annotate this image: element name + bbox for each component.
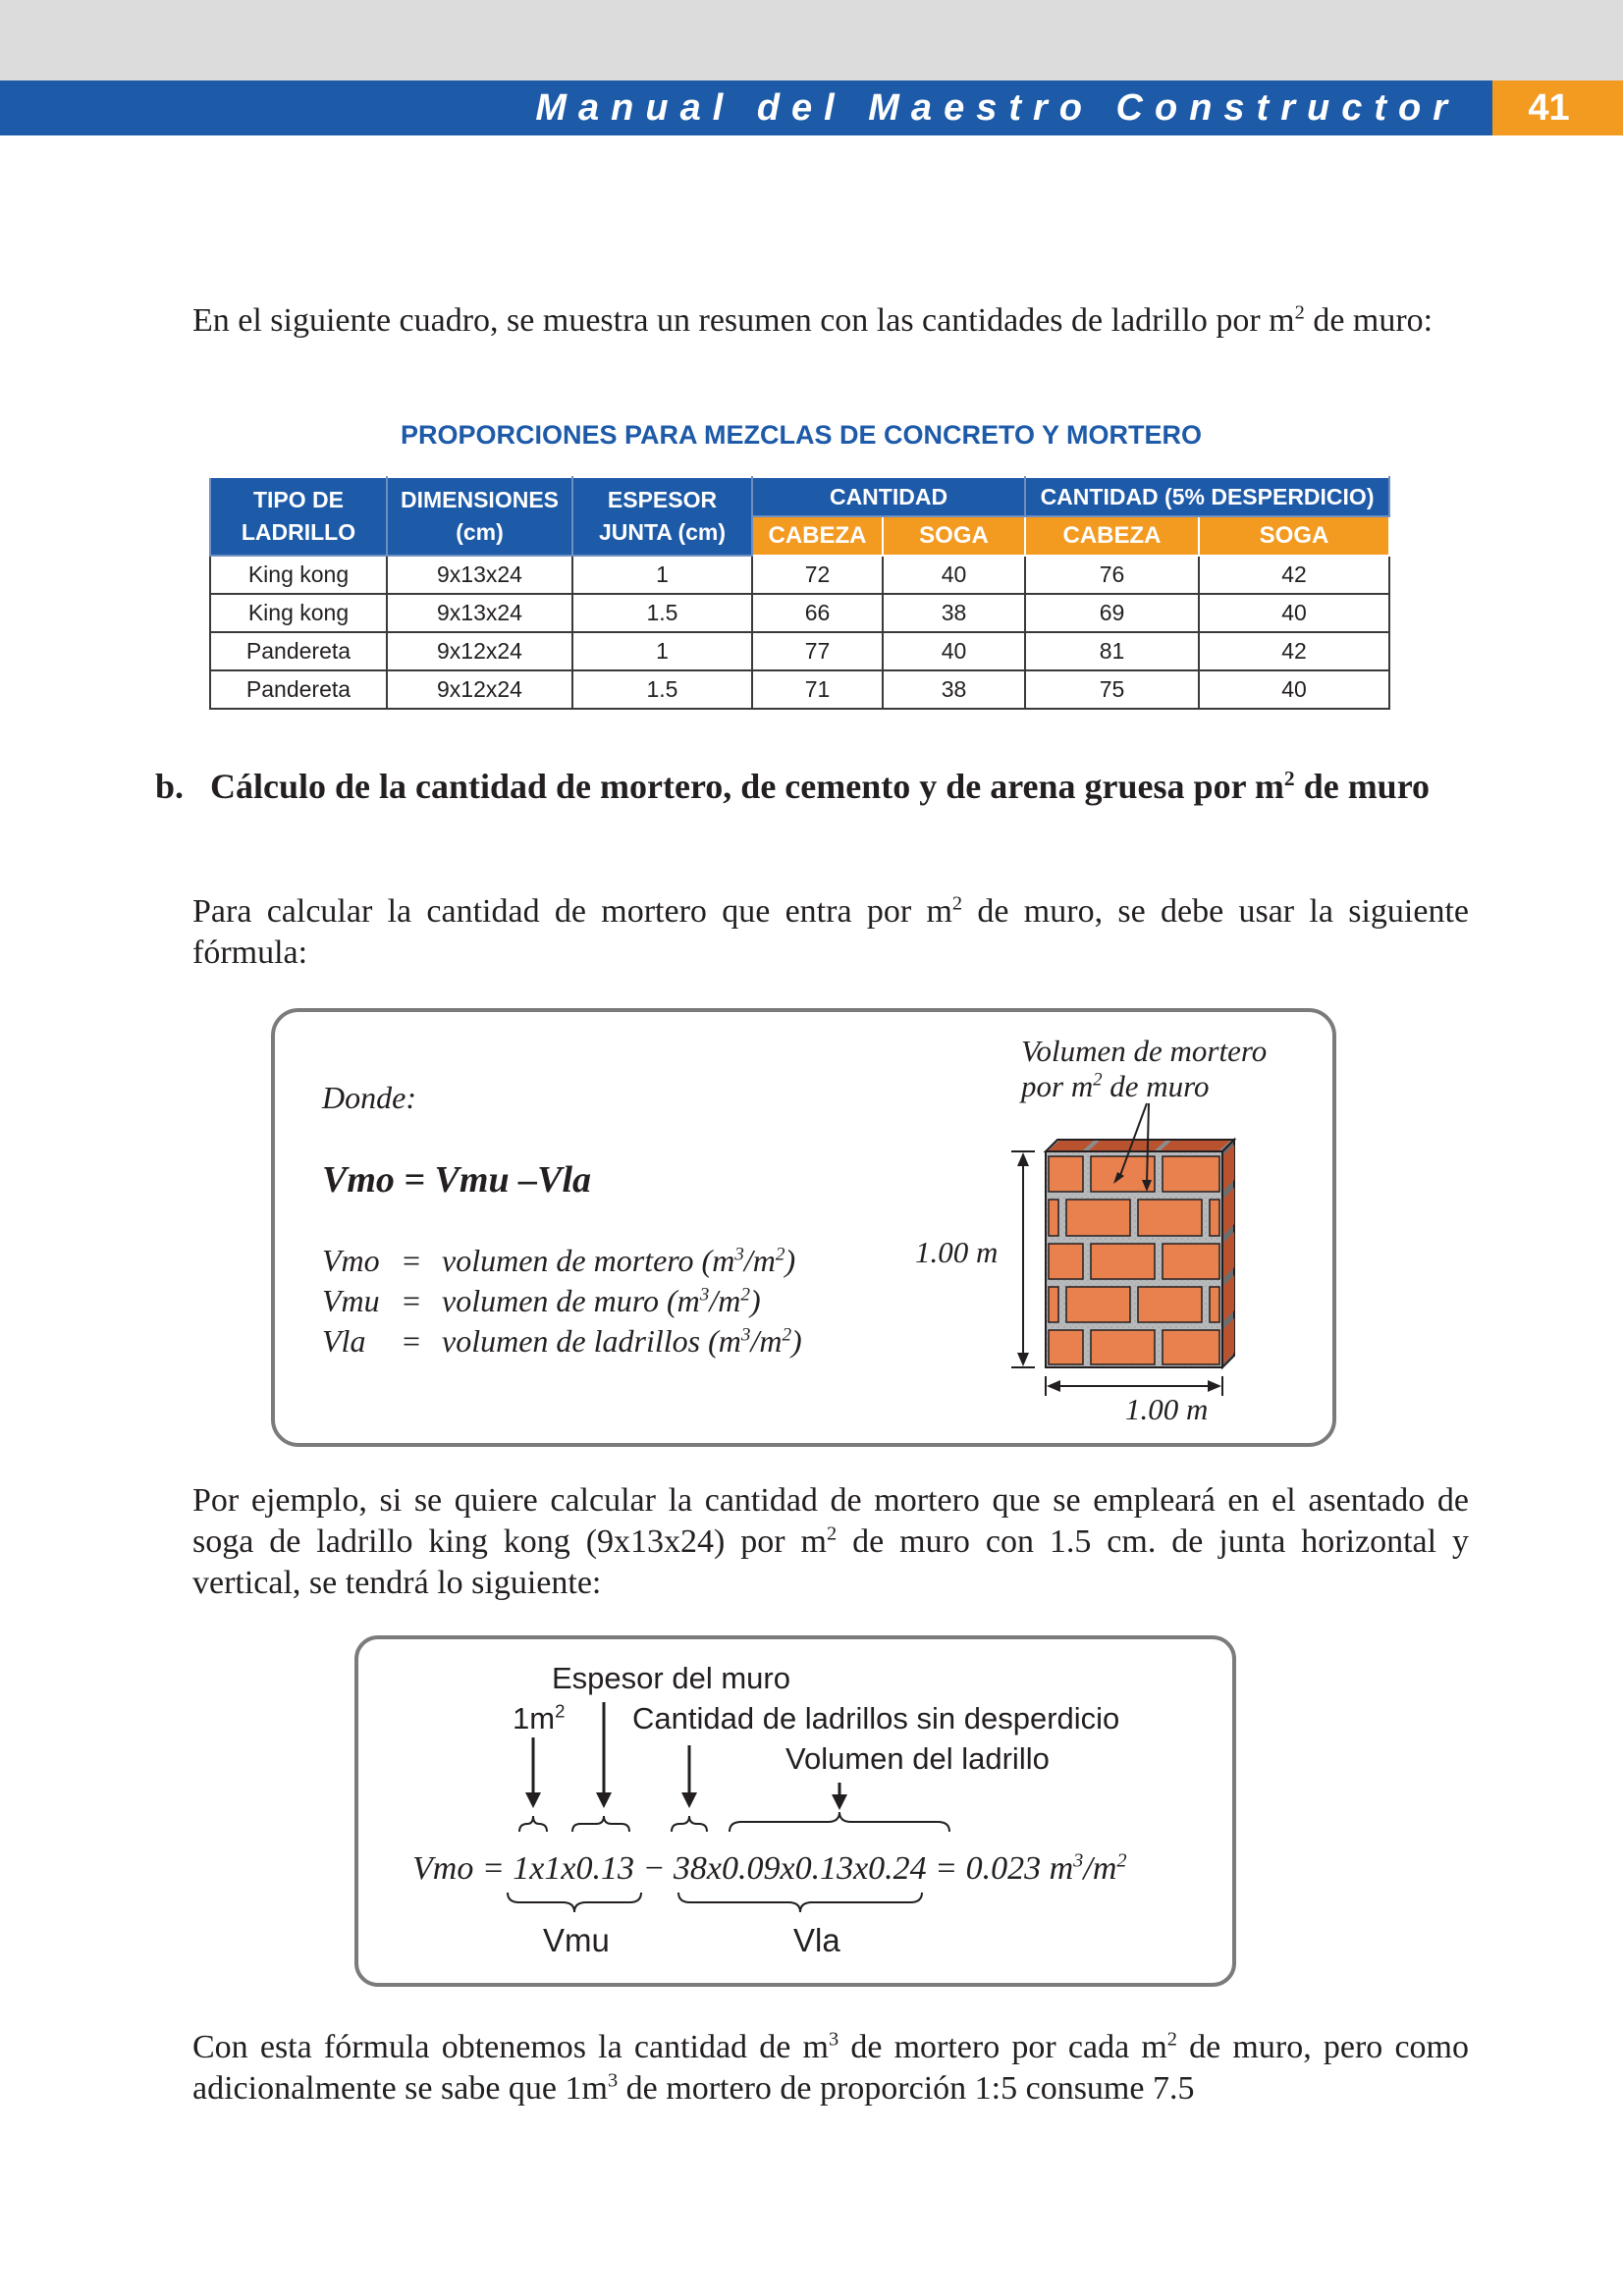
table-cell: 9x13x24 xyxy=(387,594,572,632)
table-cell: 1 xyxy=(572,556,752,594)
table-cell: 69 xyxy=(1025,594,1199,632)
definition-vmu: Vmu = volumen de muro $(m^3/m^2)$ xyxy=(322,1283,761,1318)
header-espesor: ESPESOR JUNTA (cm) xyxy=(572,477,752,556)
wall-height-label: 1.00 m xyxy=(915,1235,999,1269)
table-cell: 75 xyxy=(1025,670,1199,709)
table-row xyxy=(210,632,1389,670)
table-cell: 72 xyxy=(752,556,883,594)
wall-width-label: 1.00 m xyxy=(1125,1392,1209,1426)
table-cell: 9x13x24 xyxy=(387,556,572,594)
brick-quantity-table xyxy=(209,476,1390,710)
example-paragraph: Por ejemplo, si se quiere calcular la cantidad de mortero que se empleará en el asentado de soga de ladrillo king kong (9x13x24) por $m^2$ de muro con 1.5 cm. de junta horizontal y vertical, se tendrá lo siguiente: xyxy=(192,1482,1469,1601)
table-cell: 1.5 xyxy=(572,670,752,709)
intro-paragraph: En el siguiente cuadro, se muestra un resumen con las cantidades de ladrillo por $m^2$ de muro: xyxy=(192,301,1434,339)
formula-paragraph: Para calcular la cantidad de mortero que entra por $m^2$ de muro, se debe usar la siguiente fórmula: xyxy=(192,892,1469,971)
table-cell: 76 xyxy=(1025,556,1199,594)
table-cell: 40 xyxy=(1199,594,1389,632)
table-cell: 9x12x24 xyxy=(387,632,572,670)
definition-vla: Vla = volumen de ladrillos $(m^3/m^2)$ xyxy=(322,1323,802,1359)
header-tipo: TIPO DE LADRILLO xyxy=(210,477,387,556)
table-cell: 38 xyxy=(883,670,1025,709)
table-cell: 71 xyxy=(752,670,883,709)
header-bar xyxy=(0,80,1492,135)
table-cell: King kong xyxy=(210,594,387,632)
table-cell: 42 xyxy=(1199,556,1389,594)
table-cell: Pandereta xyxy=(210,632,387,670)
label-cantidad-ladrillos: Cantidad de ladrillos sin desperdicio xyxy=(632,1701,1120,1735)
label-vmu: Vmu xyxy=(543,1922,610,1958)
table-cell: Pandereta xyxy=(210,670,387,709)
section-title: Cálculo de la cantidad de mortero, de cemento y de arena gruesa por $m^2$ de muro xyxy=(210,767,1431,806)
label-1m2: $1m^2$ xyxy=(513,1700,566,1735)
final-paragraph: Con esta fórmula obtenemos la cantidad de $m^3$ de mortero por cada $m^2$ de muro, pero como adicionalmente se sabe que $1m^3$ de mortero de proporción 1:5 consume 7.5 xyxy=(192,2028,1469,2107)
donde-label: Donde: xyxy=(322,1080,416,1115)
table-row xyxy=(210,594,1389,632)
table-cell: 81 xyxy=(1025,632,1199,670)
label-vla: Vla xyxy=(793,1922,840,1958)
header-cantidad: CANTIDAD xyxy=(752,477,1025,516)
table-cell: 40 xyxy=(1199,670,1389,709)
header-dimensiones: DIMENSIONES (cm) xyxy=(387,477,572,556)
table-cell: 66 xyxy=(752,594,883,632)
header-gray-band xyxy=(0,0,1623,80)
table-cell: King kong xyxy=(210,556,387,594)
header-cabeza-desp: CABEZA xyxy=(1025,516,1199,556)
table-row xyxy=(210,556,1389,594)
page-number-box xyxy=(1492,80,1623,135)
table-cell: 40 xyxy=(883,632,1025,670)
table-cell: 1.5 xyxy=(572,594,752,632)
table-cell: 1 xyxy=(572,632,752,670)
header-soga-desp: SOGA xyxy=(1199,516,1389,556)
table-cell: 77 xyxy=(752,632,883,670)
page-number: 41 xyxy=(1528,87,1570,129)
section-letter: b. xyxy=(155,767,185,806)
calculation-formula: Vmo = 1x1x0.13 − 38x0.09x0.13x0.24 = 0.023 $m^3/m^2$ xyxy=(412,1849,1127,1887)
definition-vmo: Vmo = volumen de mortero $(m^3/m^2)$ xyxy=(322,1243,796,1278)
label-volumen-ladrillo: Volumen del ladrillo xyxy=(785,1741,1050,1776)
label-espesor-muro: Espesor del muro xyxy=(552,1661,790,1695)
brick-wall-illustration xyxy=(992,1090,1316,1404)
table-cell: 38 xyxy=(883,594,1025,632)
header-cabeza: CABEZA xyxy=(752,516,883,556)
table-title: PROPORCIONES PARA MEZCLAS DE CONCRETO Y MORTERO xyxy=(400,420,1203,450)
header-title: Manual del Maestro Constructor xyxy=(535,87,1459,129)
header-soga: SOGA xyxy=(883,516,1025,556)
table-row xyxy=(210,670,1389,709)
table-cell: 40 xyxy=(883,556,1025,594)
table-cell: 9x12x24 xyxy=(387,670,572,709)
mortar-volume-label: Volumen de mortero por $m^2$ de muro xyxy=(1021,1034,1268,1103)
main-formula: Vmo = Vmu –Vla xyxy=(322,1159,591,1201)
header-cantidad-desperdicio: CANTIDAD (5% DESPERDICIO) xyxy=(1025,477,1389,516)
table-cell: 42 xyxy=(1199,632,1389,670)
